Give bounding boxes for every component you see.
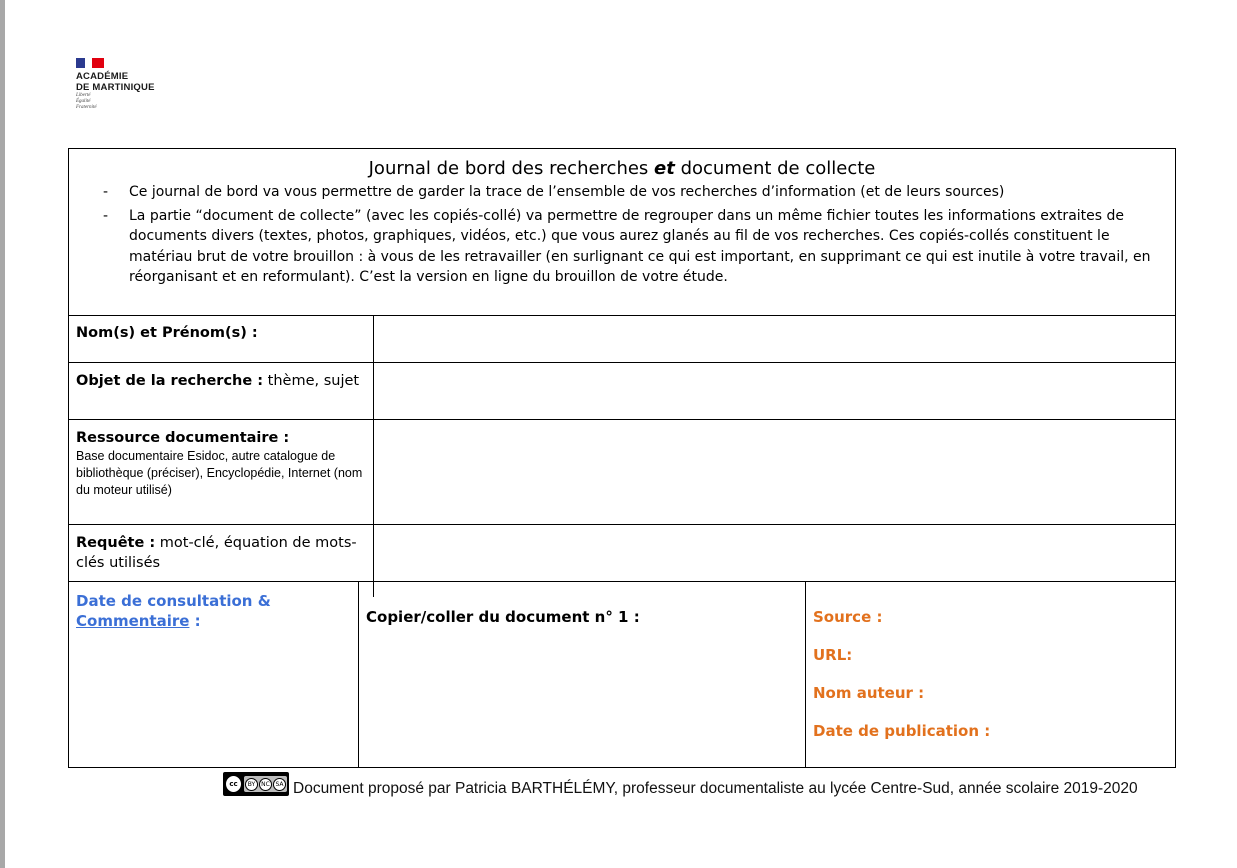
name-label: Nom(s) et Prénom(s) : <box>69 315 374 378</box>
resource-detail: Base documentaire Esidoc, autre catalogue de bibliothèque (préciser), Encyclopédie, Internet (nom du moteur utilisé) <box>76 449 363 497</box>
resource-label <box>69 420 374 540</box>
logo-line-2: DE MARTINIQUE <box>76 82 155 93</box>
cc-icon: cc <box>225 775 242 793</box>
date-comment-cell[interactable] <box>69 582 359 767</box>
resource-field[interactable] <box>360 420 1175 524</box>
logo-motto-1: Liberté <box>76 93 91 98</box>
row-resource <box>69 420 1175 525</box>
object-label-rest: thème, sujet <box>267 373 360 389</box>
object-label-bold: Objet de la recherche : <box>76 373 264 389</box>
resource-label-bold: Ressource documentaire : <box>76 430 290 446</box>
french-flag-icon <box>76 58 104 68</box>
pub-date-label: Date de publication : <box>813 722 991 740</box>
query-label-rest: mot-clé, équation de mots-clés utilisés <box>76 535 357 571</box>
source-label: Source : <box>813 608 883 626</box>
footer-credit: Document proposé par Patricia BARTHÉLÉMY, professeur documentaliste au lycée Centre-Sud, année scolaire 2019-2020 <box>293 780 1138 797</box>
row-object <box>69 363 1175 420</box>
query-label-bold: Requête : <box>76 535 156 551</box>
instruction-item: - Ce journal de bord va vous permettre de garder la trace de l’ensemble de vos recherches d’information (et de leurs sources) <box>99 182 1164 203</box>
row-query <box>69 525 1175 582</box>
journal-table <box>68 148 1176 768</box>
copy-paste-cell[interactable] <box>360 582 806 767</box>
name-field[interactable] <box>360 315 1175 362</box>
date-label-suffix: : <box>194 612 201 630</box>
source-cell[interactable] <box>806 582 1175 767</box>
date-label-line-1: Date de consultation & <box>76 592 271 610</box>
object-field[interactable] <box>360 363 1175 419</box>
author-label: Nom auteur : <box>813 684 925 702</box>
copy-paste-label: Copier/coller du document n° 1 : <box>366 608 640 626</box>
creative-commons-badge <box>223 772 289 796</box>
title-part-2: document de collecte <box>680 158 876 179</box>
date-comment-label <box>76 591 271 631</box>
license-icons <box>244 776 287 792</box>
nc-icon: NC <box>259 778 272 791</box>
row-name <box>69 315 1175 363</box>
logo-motto-2: Égalité <box>76 99 91 104</box>
title-emphasis: et <box>654 158 675 179</box>
row-collect <box>69 582 1175 767</box>
page-title <box>69 158 1175 180</box>
academie-logo <box>76 58 172 120</box>
table-header <box>69 149 1175 316</box>
instruction-item: - La partie “document de collecte” (avec les copiés-collé) va permettre de regrouper dans un même fichier toutes les informations extraites de documents divers (textes, photos, graphiques, vidéos, etc.) que vous aurez glanés au fil de vos recherches. Ces copiés-collés constituent le matériau brut de votre brouillon : à vous de les retravailler (en surlignant ce qui est important, en supprimant ce qui est inutile à votre travail, en réorganisant et en reformulant). C’est la version en ligne du brouillon de votre étude. <box>99 206 1164 288</box>
by-icon: BY <box>245 778 258 791</box>
query-field[interactable] <box>360 525 1175 581</box>
instructions-list <box>99 182 1164 288</box>
logo-line-1: ACADÉMIE <box>76 71 129 82</box>
title-part-1: Journal de bord des recherches <box>368 158 649 179</box>
date-label-line-2: Commentaire <box>76 612 190 630</box>
sa-icon: SA <box>273 778 286 791</box>
url-label: URL: <box>813 646 853 664</box>
page-left-edge <box>0 0 5 868</box>
logo-motto-3: Fraternité <box>76 105 97 110</box>
